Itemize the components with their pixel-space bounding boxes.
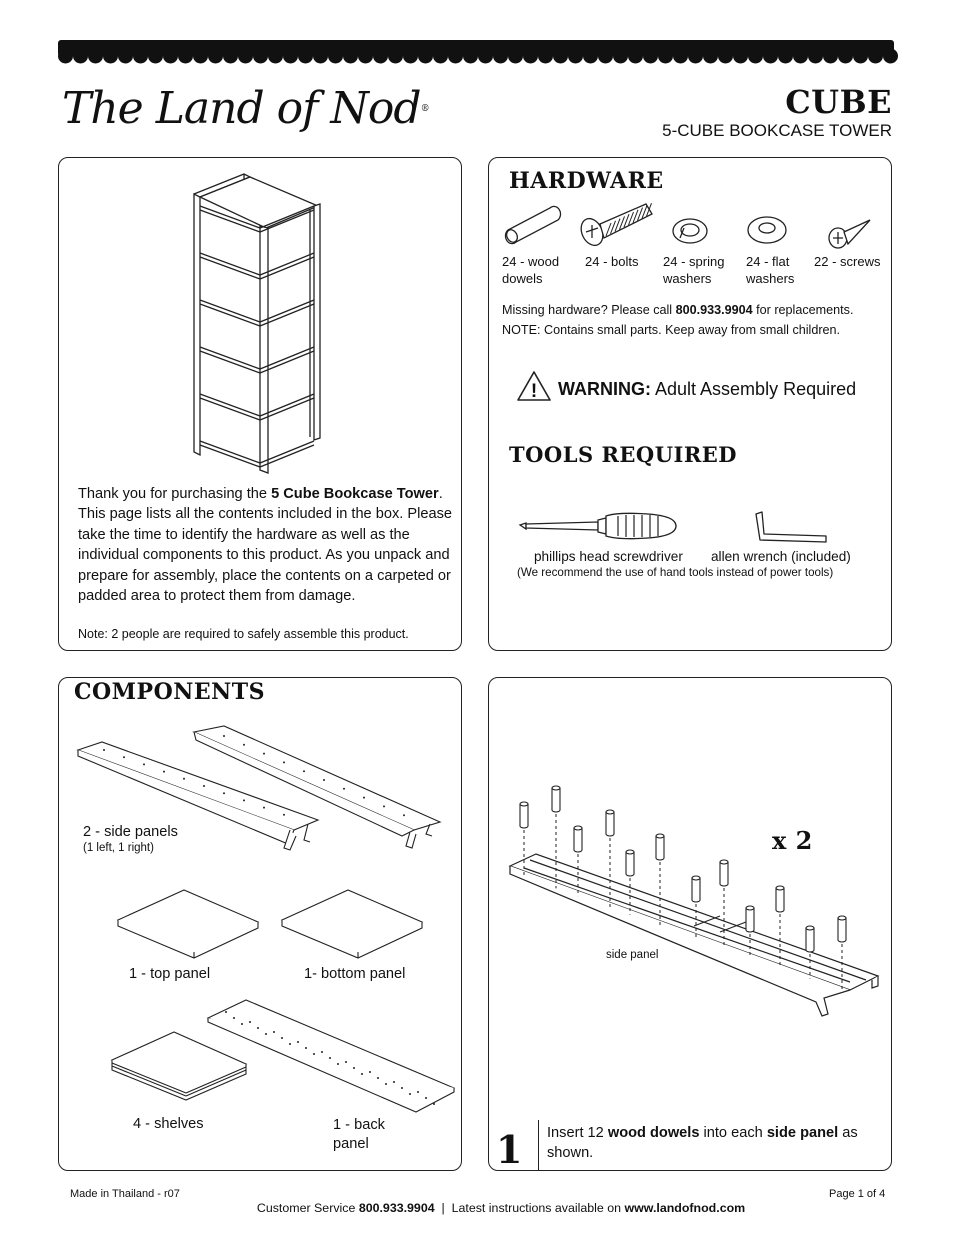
warning-icon <box>516 370 552 402</box>
shelves-label: 4 - shelves <box>133 1116 204 1132</box>
hardware-item-flat-washers: 24 - flat washers <box>746 254 795 286</box>
screw-icon <box>826 216 874 250</box>
bottom-panel-label: 1- bottom panel <box>304 966 406 982</box>
components-title: COMPONENTS <box>74 679 265 705</box>
scalloped-banner <box>58 40 894 66</box>
step-multiplier: x 2 <box>772 826 813 855</box>
footer-customer-service: Customer Service 800.933.9904 | Latest instructions available on www.landofnod.com <box>256 1201 746 1215</box>
shelves-illustration <box>108 1028 252 1102</box>
footer-page-number: Page 1 of 4 <box>829 1188 886 1200</box>
bolt-icon <box>578 198 658 250</box>
step-divider <box>538 1120 539 1170</box>
back-panel-label: 1 - back panel <box>333 1117 385 1152</box>
hardware-item-screws: 22 - screws <box>814 254 881 269</box>
warning-text: WARNING: Adult Assembly Required <box>558 379 857 399</box>
wrench-label: allen wrench (included) <box>711 549 851 564</box>
brand-logo: The Land of Nod® <box>62 83 429 134</box>
product-title: CUBE <box>785 83 892 121</box>
footer-made-in: Made in Thailand - r07 <box>70 1188 180 1200</box>
tools-title: TOOLS REQUIRED <box>509 442 738 467</box>
tools-recommend: (We recommend the use of hand tools instead of power tools) <box>517 566 834 579</box>
hardware-item-dowels: 24 - wood dowels <box>502 254 560 286</box>
hardware-item-bolts: 24 - bolts <box>585 254 639 269</box>
hardware-item-spring-washers: 24 - spring washers <box>663 254 725 286</box>
intro-text: Thank you for purchasing the 5 Cube Bookcase Tower. This page lists all the contents included in the box. Please take the time to identify the hardware as well as the individual components to this product. As you unpack and prepare for assembly, place the contents on a carpeted or padded area to protect them from damage. <box>78 486 452 605</box>
step-instruction: Insert 12 wood dowels into each side panel as shown. <box>547 1125 858 1161</box>
svg-text:!: ! <box>530 381 538 402</box>
bottom-panel-illustration <box>278 886 428 960</box>
side-panels-note: (1 left, 1 right) <box>83 842 154 854</box>
top-panel-label: 1 - top panel <box>129 966 211 982</box>
wood-dowel-icon <box>502 202 564 244</box>
missing-hardware-text: Missing hardware? Please call 800.933.9904 for replacements. <box>502 303 854 317</box>
flat-washer-icon <box>745 214 789 246</box>
side-panel-callout: side panel <box>606 949 659 961</box>
hardware-title: HARDWARE <box>509 168 664 194</box>
intro-note: Note: 2 people are required to safely assemble this product. <box>78 627 409 641</box>
product-subtitle: 5-CUBE BOOKCASE TOWER <box>662 121 892 140</box>
spring-washer-icon <box>670 216 710 246</box>
allen-wrench-icon <box>752 510 832 546</box>
side-panels-label: 2 - side panels <box>83 824 178 840</box>
screwdriver-label: phillips head screwdriver <box>534 549 683 564</box>
top-panel-illustration <box>114 886 264 960</box>
step-number: 1 <box>496 1127 523 1172</box>
small-parts-note: NOTE: Contains small parts. Keep away from small children. <box>502 323 841 337</box>
screwdriver-icon <box>518 510 680 542</box>
side-panel-dowel-illustration <box>506 784 882 1016</box>
bookcase-illustration <box>190 172 330 474</box>
